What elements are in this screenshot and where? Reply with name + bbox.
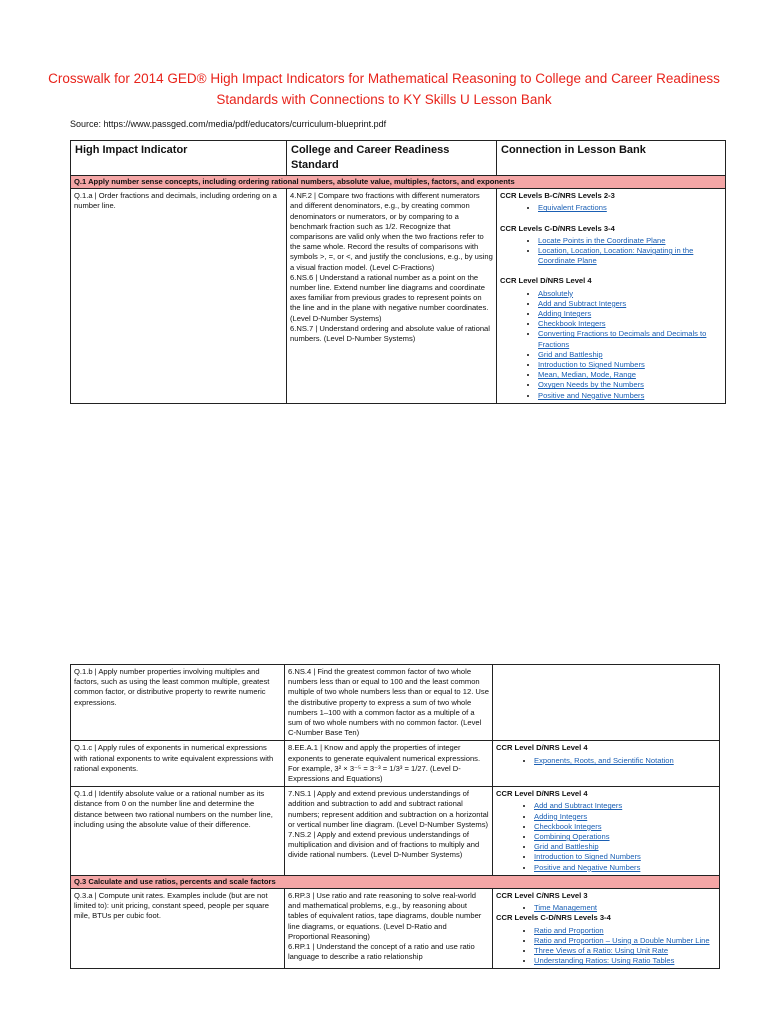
lesson-link[interactable]: Checkbook Integers: [534, 821, 602, 831]
table-row: [71, 665, 720, 741]
list-item: [534, 956, 716, 966]
list-item: [534, 801, 716, 811]
lesson-link-list: [496, 926, 716, 967]
list-item: [534, 946, 716, 956]
header-indicator: High Impact Indicator: [71, 141, 287, 176]
level-heading: CCR Levels B-C/NRS Levels 2-3: [500, 191, 615, 201]
header-lesson-bank: Connection in Lesson Bank: [497, 141, 726, 176]
lesson-link-list: [496, 801, 716, 872]
document-title: Crosswalk for 2014 GED® High Impact Indicators for Mathematical Reasoning to College and Career Readiness Standards with Connections to KY Skills U Lesson Bank: [48, 71, 720, 107]
lesson-link[interactable]: Introduction to Signed Numbers: [534, 852, 641, 862]
section-q3-label: Q.3 Calculate and use ratios, percents and scale factors: [71, 875, 720, 888]
lesson-link[interactable]: Positive and Negative Numbers: [538, 390, 645, 400]
header-row: [71, 141, 726, 176]
list-item: [538, 236, 722, 246]
standard-cell: 6.RP.3 | Use ratio and rate reasoning to solve real-world and mathematical problems, e.g., by reasoning about tables of equivalent ratios, tape diagrams, double number line diagrams, or equations. (Level D-Ratio and Proportional Reasoning) 6.RP.1 | Understand the concept of a ratio and use ratio language to describe a ratio relationship: [285, 889, 493, 969]
list-item: [534, 936, 716, 946]
lesson-link[interactable]: Add and Subtract Integers: [534, 801, 623, 811]
lesson-link-list: [500, 203, 722, 213]
section-row-q1: [71, 176, 726, 189]
list-item: [534, 863, 716, 873]
lesson-link[interactable]: Oxygen Needs by the Numbers: [538, 380, 644, 390]
source-line: Source: https://www.passged.com/media/pdf/educators/curriculum-blueprint.pdf: [70, 119, 387, 129]
table-row: [71, 787, 720, 876]
standard-cell: 4.NF.2 | Compare two fractions with different numerators and different denominators, e.g., by creating common denominators or numerators, or by comparing to a benchmark fraction such as 1/2. Recognize that comparisons are valid only when the two fractions refer to the same whole. Record the results of comparisons with symbols >, =, or <, and justify the conclusions, e.g., by using a visual fraction model. (Level C-Fractions) 6.NS.6 | Understand a rational number as a point on the number line. Extend number line diagrams and coordinate axes familiar from previous grades to represent points on the line and in the plane with negative number coordinates. (Level D-Number Systems) 6.NS.7 | Understand ordering and absolute value of rational numbers. (Level D-Number Systems): [287, 189, 497, 404]
indicator-cell: Q.1.a | Order fractions and decimals, including ordering on a number line.: [71, 189, 287, 404]
indicator-cell: Q.1.b | Apply number properties involving multiples and factors, such as using the least common multiple, greatest common factor, or distributive property to rewrite numeric expressions.: [71, 665, 285, 741]
level-heading: CCR Level D/NRS Level 4: [496, 789, 588, 799]
list-item: [538, 391, 722, 401]
level-heading: CCR Level D/NRS Level 4: [496, 743, 588, 753]
lesson-link-list: [500, 289, 722, 401]
list-item: [538, 380, 722, 390]
list-item: [534, 842, 716, 852]
list-item: [538, 370, 722, 380]
lesson-link-list: [496, 756, 716, 766]
list-item: [538, 246, 722, 266]
list-item: [534, 756, 716, 766]
level-heading: CCR Level D/NRS Level 4: [500, 276, 592, 286]
list-item: [538, 203, 722, 213]
section-row-q3: [71, 875, 720, 888]
lesson-cell: [497, 189, 726, 404]
lesson-link[interactable]: Adding Integers: [534, 811, 588, 821]
lesson-cell: [493, 665, 720, 741]
lesson-link[interactable]: Location, Location, Location: Navigating in the Coordinate Plane: [538, 246, 694, 266]
list-item: [534, 832, 716, 842]
indicator-cell: Q.1.c | Apply rules of exponents in numerical expressions with rational exponents to write equivalent expressions with rational exponents.: [71, 741, 285, 787]
lesson-link-list: [500, 236, 722, 267]
list-item: [534, 926, 716, 936]
lesson-link[interactable]: Add and Subtract Integers: [538, 298, 627, 308]
lesson-link[interactable]: Three Views of a Ratio: Using Unit Rate: [534, 946, 669, 956]
list-item: [538, 309, 722, 319]
standard-cell: 6.NS.4 | Find the greatest common factor of two whole numbers less than or equal to 100 and the least common multiple of two whole numbers less than or equal to 12. Use the distributive property to express a sum of two whole numbers 1–100 with a common factor as a multiple of a sum of two whole numbers with no common factor. (Level C-Number Base Ten): [285, 665, 493, 741]
lesson-cell: [493, 787, 720, 876]
list-item: [538, 289, 722, 299]
header-standard: College and Career Readiness Standard: [287, 141, 497, 176]
section-q1-label: Q.1 Apply number sense concepts, including ordering rational numbers, absolute value, multiples, factors, and exponents: [71, 176, 726, 189]
lesson-link[interactable]: Combining Operations: [534, 832, 610, 842]
list-item: [534, 852, 716, 862]
lesson-link[interactable]: Time Management: [534, 903, 598, 913]
list-item: [534, 903, 716, 913]
lesson-link[interactable]: Understanding Ratios: Using Ratio Tables: [534, 956, 675, 966]
level-heading: CCR Levels C-D/NRS Levels 3-4: [496, 913, 611, 923]
crosswalk-table-1: [70, 140, 726, 404]
indicator-cell: Q.3.a | Compute unit rates. Examples include (but are not limited to): unit pricing, constant speed, people per square mile, BTUs per cubic foot.: [71, 889, 285, 969]
list-item: [534, 822, 716, 832]
lesson-link[interactable]: Positive and Negative Numbers: [534, 862, 641, 872]
lesson-cell: [493, 741, 720, 787]
lesson-link[interactable]: Absolutely: [538, 288, 574, 298]
list-item: [538, 329, 722, 349]
crosswalk-table-2: [70, 664, 720, 969]
lesson-link[interactable]: Mean, Median, Mode, Range: [538, 370, 636, 380]
lesson-link[interactable]: Grid and Battleship: [538, 349, 603, 359]
lesson-link[interactable]: Equivalent Fractions: [538, 203, 607, 213]
lesson-link[interactable]: Ratio and Proportion – Using a Double Number Line: [534, 935, 710, 945]
table-row: [71, 741, 720, 787]
lesson-link[interactable]: Locate Points in the Coordinate Plane: [538, 235, 666, 245]
lesson-link[interactable]: Grid and Battleship: [534, 842, 599, 852]
lesson-link[interactable]: Ratio and Proportion: [534, 925, 604, 935]
level-heading: CCR Levels C-D/NRS Levels 3-4: [500, 223, 615, 233]
lesson-link[interactable]: Converting Fractions to Decimals and Decimals to Fractions: [538, 329, 707, 349]
lesson-link[interactable]: Introduction to Signed Numbers: [538, 360, 645, 370]
list-item: [538, 350, 722, 360]
standard-cell: 8.EE.A.1 | Know and apply the properties of integer exponents to generate equivalent numerical expressions. For example, 3² × 3⁻⁵ = 3⁻³ = 1/3³ = 1/27. (Level D-Expressions and Equations): [285, 741, 493, 787]
table-row: [71, 189, 726, 404]
list-item: [538, 319, 722, 329]
table-row: [71, 889, 720, 969]
lesson-link[interactable]: Checkbook Integers: [538, 319, 606, 329]
standard-cell: 7.NS.1 | Apply and extend previous understandings of addition and subtraction to add and subtract rational numbers; represent addition and subtraction on a horizontal or vertical number line diagram. (Level D-Number Systems) 7.NS.2 | Apply and extend previous understandings of multiplication and division and of fractions to multiply and divide rational numbers. (Level D-Number Systems): [285, 787, 493, 876]
lesson-cell: [493, 889, 720, 969]
list-item: [534, 812, 716, 822]
level-heading: CCR Level C/NRS Level 3: [496, 891, 588, 901]
lesson-link-list: [496, 903, 716, 913]
indicator-cell: Q.1.d | Identify absolute value or a rational number as its distance from 0 on the number line and determine the distance between two rational numbers on the number line, including using the absolute value of their difference.: [71, 787, 285, 876]
lesson-link[interactable]: Exponents, Roots, and Scientific Notation: [534, 755, 674, 765]
list-item: [538, 360, 722, 370]
list-item: [538, 299, 722, 309]
lesson-link[interactable]: Adding Integers: [538, 309, 592, 319]
